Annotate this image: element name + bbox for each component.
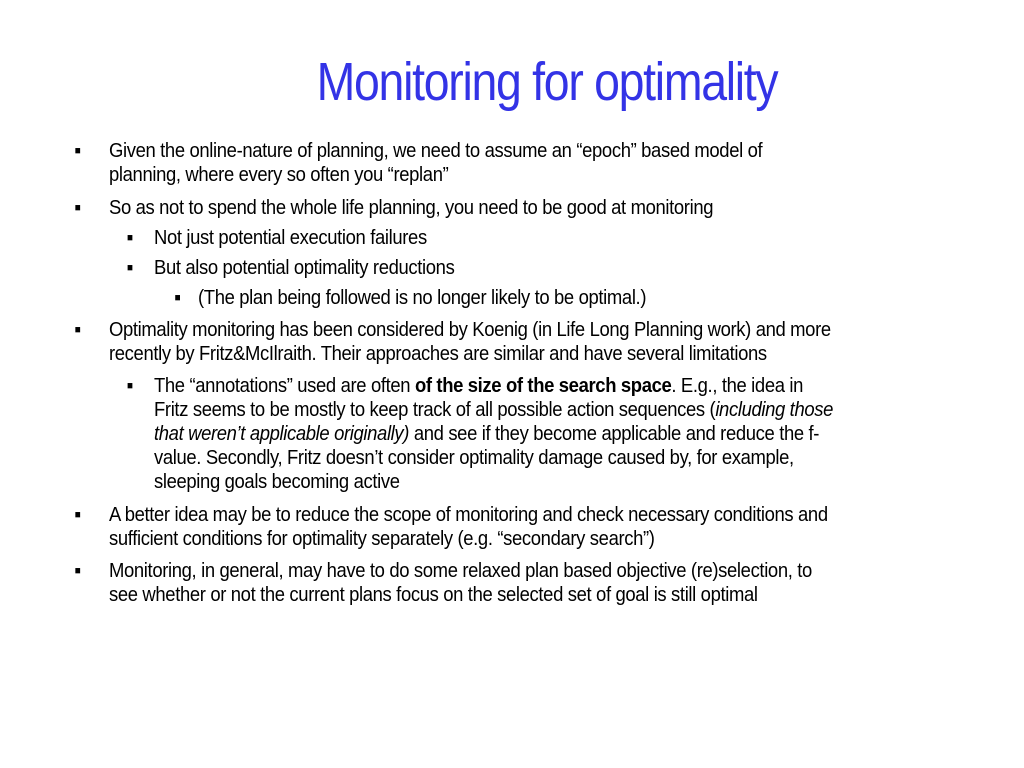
text-run: and see if they become applicable and reduce the f- [409,422,820,445]
bullet-text-line: But also potential optimality reductions [154,256,455,279]
bullet-text-line: sleeping goals becoming active [154,470,400,493]
bullet-text-line: So as not to spend the whole life planning, you need to be good at monitoring [109,196,714,219]
bold-text-run: of the size of the search space [414,374,672,397]
bullet-text-line [154,398,964,422]
sub-bullet-item [127,374,964,494]
square-bullet-icon: ■ [127,380,133,392]
bullet-text-line: sufficient conditions for optimality separately (e.g. “secondary search”) [109,527,655,550]
square-bullet-icon: ■ [74,202,81,214]
bullet-text-line: A better idea may be to reduce the scope of monitoring and check necessary conditions and [109,503,828,526]
bullet-text-line [154,374,964,398]
bullet-text-line: value. Secondly, Fritz doesn’t consider optimality damage caused by, for example, [154,446,794,469]
bullet-text-line: Optimality monitoring has been considered by Koenig (in Life Long Planning work) and more [109,318,831,341]
bullet-text-line: recently by Fritz&McIlraith. Their approaches are similar and have several limitations [109,342,767,365]
bullet-text-line: planning, where every so often you “replan” [109,163,449,186]
sub-bullet-item [127,226,964,250]
square-bullet-icon: ■ [74,145,81,157]
italic-text-run: including those [715,398,834,421]
square-bullet-icon: ■ [174,292,181,304]
bullet-text-line: (The plan being followed is no longer likely to be optimal.) [198,286,647,309]
bullet-text-line: see whether or not the current plans focus on the selected set of goal is still optimal [109,583,758,606]
text-run: The “annotations” used are often [154,374,415,397]
square-bullet-icon: ■ [74,565,81,577]
square-bullet-icon: ■ [127,232,133,244]
square-bullet-icon: ■ [127,262,133,274]
square-bullet-icon: ■ [74,324,81,336]
bullet-text-line: Not just potential execution failures [154,226,427,249]
slide-title: Monitoring for optimality [316,52,778,112]
italic-text-run: that weren’t applicable originally) [154,422,410,445]
text-run: Fritz seems to be mostly to keep track of all possible action sequences ( [154,398,716,421]
bullet-text-line: Monitoring, in general, may have to do some relaxed plan based objective (re)selection, to [109,559,812,582]
bullet-text-line: Given the online-nature of planning, we need to assume an “epoch” based model of [109,139,763,162]
bullet-item [74,196,969,220]
sub-sub-bullet-item [174,286,963,310]
bullet-item [74,139,969,187]
bullet-item [74,503,969,551]
square-bullet-icon: ■ [74,509,81,521]
bullet-item [74,559,969,607]
bullet-item [74,318,969,366]
sub-bullet-item [127,256,964,280]
bullet-text-line [154,422,964,446]
text-run: . E.g., the idea in [671,374,804,397]
